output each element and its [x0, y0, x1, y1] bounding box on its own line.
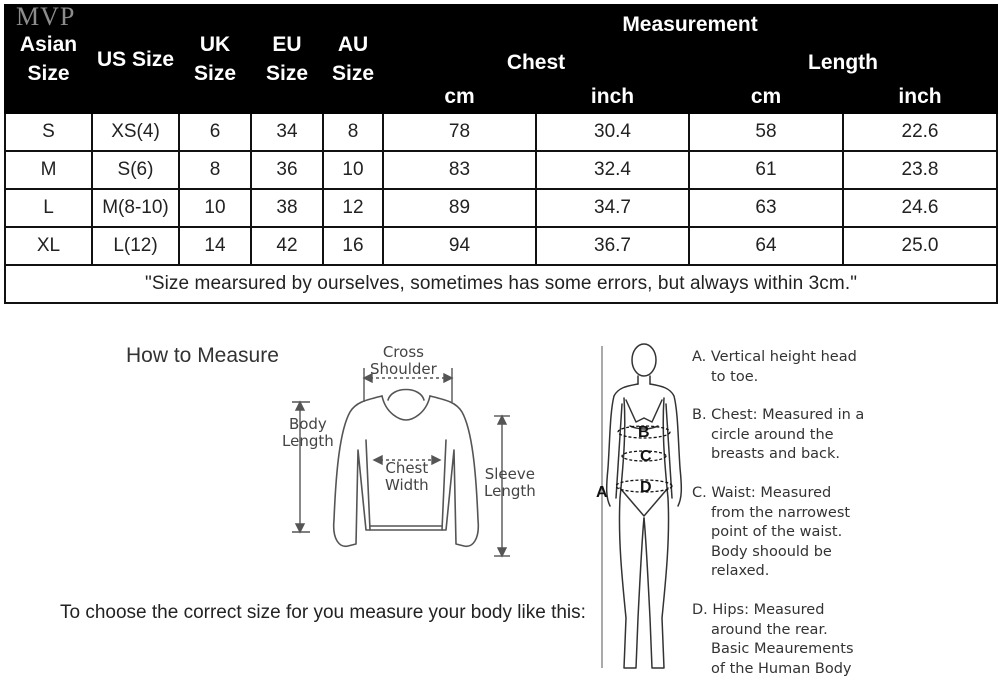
header-au-size: AU Size: [323, 5, 383, 113]
cell-length-cm: 58: [689, 113, 843, 151]
cell-au: 16: [323, 227, 383, 265]
cell-uk: 8: [179, 151, 251, 189]
table-row: [5, 113, 997, 151]
cell-length-cm: 63: [689, 189, 843, 227]
cell-eu: 34: [251, 113, 323, 151]
body-marker-c: C: [640, 448, 652, 465]
cell-chest-inch: 34.7: [536, 189, 689, 227]
step-b: B. Chest: Measured in a circle around the breasts and back.: [692, 407, 865, 462]
cell-eu: 42: [251, 227, 323, 265]
cell-au: 12: [323, 189, 383, 227]
step-a: A. Vertical height head to toe.: [692, 349, 857, 385]
choose-size-instruction: To choose the correct size for you measure your body like this:: [60, 602, 586, 623]
cell-uk: 14: [179, 227, 251, 265]
header-uk-size: UK Size: [179, 5, 251, 113]
cell-chest-inch: 36.7: [536, 227, 689, 265]
cell-uk: 10: [179, 189, 251, 227]
body-marker-a: A: [596, 484, 608, 501]
header-chest: Chest: [383, 45, 689, 81]
cell-chest-cm: 83: [383, 151, 536, 189]
size-chart-table: [4, 4, 998, 304]
header-chest-inch: inch: [536, 81, 689, 113]
table-row: [5, 151, 997, 189]
cell-length-cm: 61: [689, 151, 843, 189]
cell-chest-inch: 30.4: [536, 113, 689, 151]
table-row: [5, 189, 997, 227]
step-c: C. Waist: Measured from the narrowest point of the waist. Body shoould be relaxed.: [692, 485, 851, 579]
header-length-inch: inch: [843, 81, 997, 113]
cell-chest-cm: 78: [383, 113, 536, 151]
table-row: [5, 227, 997, 265]
cell-asian: XL: [5, 227, 92, 265]
cell-chest-cm: 89: [383, 189, 536, 227]
label-cross-shoulder: Cross Shoulder: [370, 343, 437, 378]
cell-us: M(8-10): [92, 189, 179, 227]
header-measurement: Measurement: [383, 5, 997, 45]
body-marker-b: B: [638, 424, 650, 441]
cell-asian: L: [5, 189, 92, 227]
cell-au: 10: [323, 151, 383, 189]
body-figure-diagram: [590, 338, 690, 683]
header-asian-size: Asian Size: [5, 5, 92, 113]
cell-length-inch: 25.0: [843, 227, 997, 265]
cell-asian: S: [5, 113, 92, 151]
label-sleeve-length: Sleeve Length: [484, 465, 536, 500]
how-to-measure-title: How to Measure: [126, 344, 279, 367]
header-chest-cm: cm: [383, 81, 536, 113]
cell-asian: M: [5, 151, 92, 189]
label-chest-width: Chest Width: [385, 459, 429, 494]
cell-us: L(12): [92, 227, 179, 265]
header-length-cm: cm: [689, 81, 843, 113]
cell-uk: 6: [179, 113, 251, 151]
cell-eu: 38: [251, 189, 323, 227]
cell-chest-cm: 94: [383, 227, 536, 265]
cell-length-cm: 64: [689, 227, 843, 265]
measurement-note: "Size mearsured by ourselves, sometimes has some errors, but always within 3cm.": [5, 265, 997, 303]
header-length: Length: [689, 45, 997, 81]
header-us-size: US Size: [92, 5, 179, 113]
cell-eu: 36: [251, 151, 323, 189]
watermark-logo: MVP: [16, 2, 76, 31]
body-marker-d: D: [640, 479, 652, 496]
label-body-length: Body Length: [282, 415, 334, 450]
cell-length-inch: 24.6: [843, 189, 997, 227]
cell-au: 8: [323, 113, 383, 151]
cell-us: XS(4): [92, 113, 179, 151]
cell-length-inch: 23.8: [843, 151, 997, 189]
cell-chest-inch: 32.4: [536, 151, 689, 189]
cell-us: S(6): [92, 151, 179, 189]
step-d: D. Hips: Measured around the rear. Basic Meaurements of the Human Body: [692, 602, 854, 677]
cell-length-inch: 22.6: [843, 113, 997, 151]
garment-collar: [382, 396, 430, 420]
header-eu-size: EU Size: [251, 5, 323, 113]
